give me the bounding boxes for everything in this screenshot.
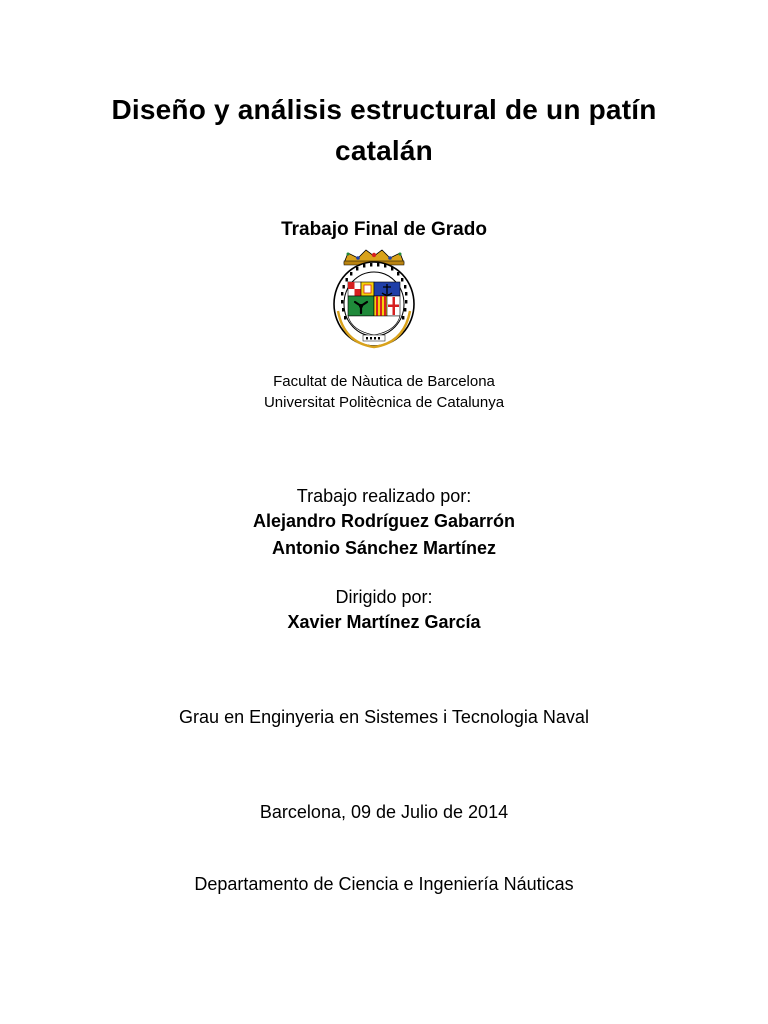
author-2: Antonio Sánchez Martínez	[271, 538, 496, 558]
title-line-1: Diseño y análisis estructural de un patín	[111, 94, 657, 125]
title-line-2: catalán	[335, 135, 433, 166]
university-name: Universitat Politècnica de Catalunya	[263, 394, 505, 411]
degree-name: Grau en Enginyeria en Sistemes i Tecnologia Naval	[179, 707, 589, 727]
department-name: Departamento de Ciencia e Ingeniería Náuticas	[194, 874, 574, 894]
director-name: Xavier Martínez García	[287, 612, 481, 632]
faculty-name: Facultat de Nàutica de Barcelona	[273, 373, 495, 390]
seal-shield	[348, 282, 400, 335]
author-1: Alejandro Rodríguez Gabarrón	[252, 511, 516, 531]
place-date: Barcelona, 09 de Julio de 2014	[259, 802, 509, 822]
faculty-seal-logo	[330, 249, 418, 351]
document-type: Trabajo Final de Grado	[281, 219, 487, 240]
seal-year-banner	[363, 335, 385, 341]
director-label: Dirigido por:	[335, 587, 433, 607]
authors-label: Trabajo realizado por:	[296, 486, 472, 506]
